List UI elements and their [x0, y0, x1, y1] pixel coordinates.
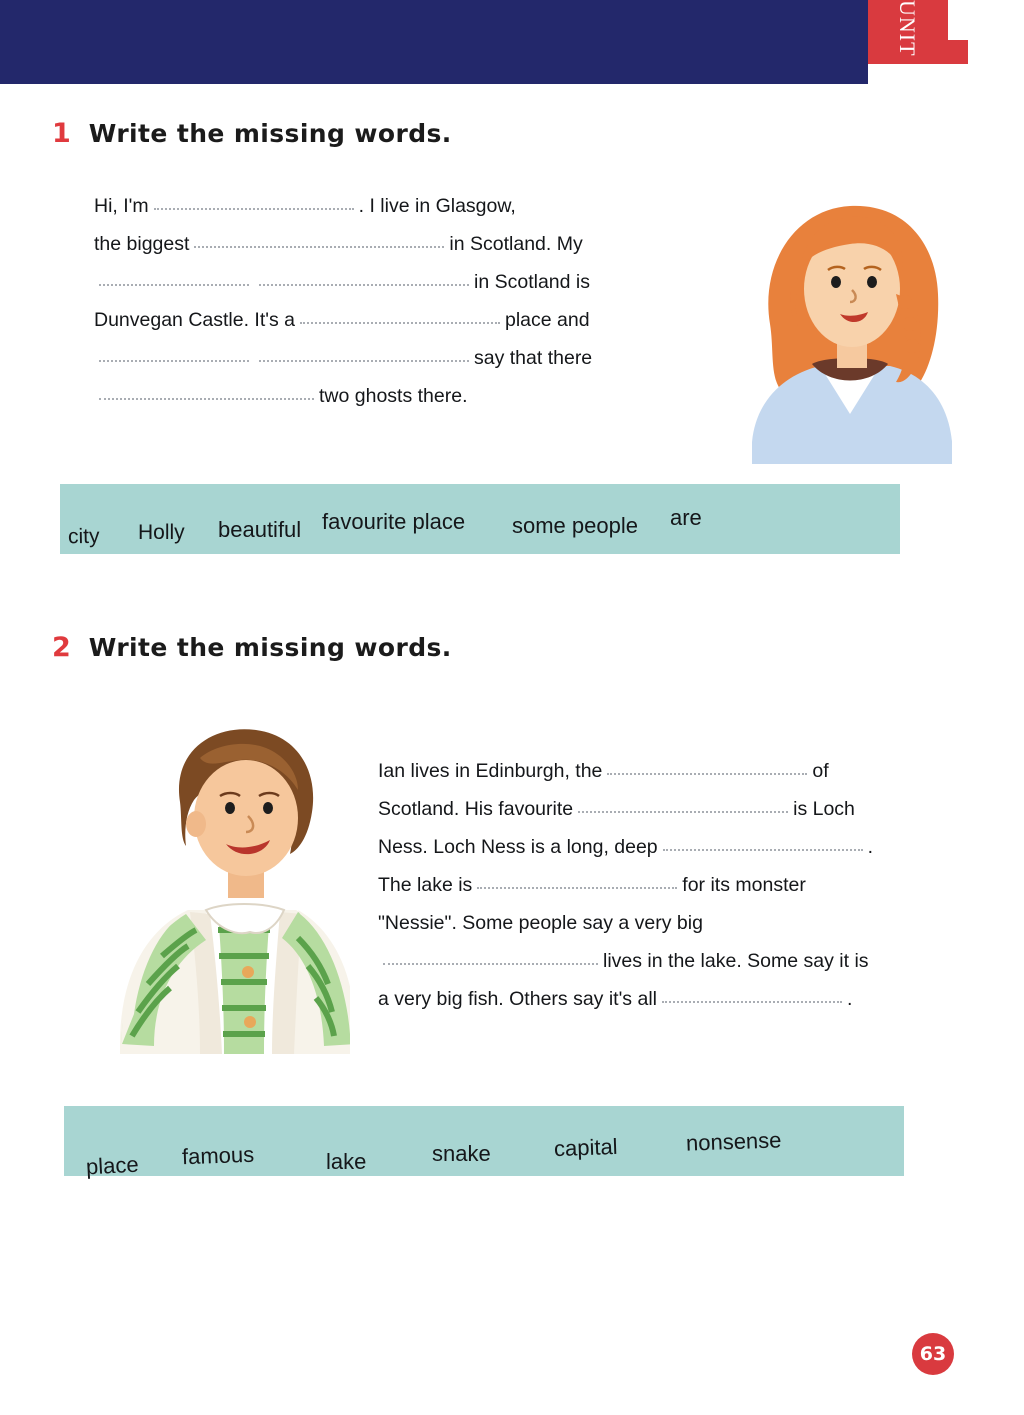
exercise-2-title: Write the missing words.: [88, 633, 452, 662]
exercise-2-text[interactable]: [378, 752, 958, 1018]
exercise-1-wordbank: [60, 484, 900, 554]
text-run: The lake is: [378, 874, 473, 896]
wordbank-word[interactable]: snake: [432, 1141, 491, 1166]
exercise-2-wordbank: [64, 1106, 904, 1180]
worksheet-sheet: [0, 84, 968, 1384]
exercise-1-heading: [52, 118, 932, 149]
exercise-2-heading: [52, 632, 932, 663]
answer-blank[interactable]: [259, 264, 469, 286]
text-run: Ian lives in Edinburgh, the: [378, 760, 603, 782]
page-header-band: [0, 0, 868, 84]
wordbank-word[interactable]: beautiful: [218, 517, 302, 542]
answer-blank[interactable]: [194, 226, 444, 248]
answer-blank[interactable]: [607, 753, 807, 775]
answer-blank[interactable]: [154, 188, 354, 210]
text-run: place and: [505, 309, 590, 331]
answer-blank[interactable]: [662, 981, 842, 1003]
wordbank-word[interactable]: city: [67, 524, 100, 549]
text-line: [94, 377, 714, 415]
answer-blank[interactable]: [259, 340, 469, 362]
text-run: two ghosts there.: [319, 385, 468, 407]
text-line: [378, 942, 958, 980]
text-run: .: [847, 988, 853, 1010]
exercise-2: [52, 632, 932, 663]
wordbank-word[interactable]: capital: [553, 1133, 618, 1162]
wordbank-word[interactable]: lake: [326, 1149, 367, 1174]
text-run: of: [812, 760, 829, 782]
boy-character-illustration: [60, 704, 350, 1054]
text-run: Hi, I'm: [94, 195, 149, 217]
page-right-margin: [968, 0, 1024, 1415]
answer-blank[interactable]: [99, 340, 249, 362]
text-run: for its monster: [682, 874, 806, 896]
text-run: a very big fish. Others say it's all: [378, 988, 657, 1010]
page-bottom-margin: [0, 1385, 1024, 1415]
page-number: 63: [912, 1333, 954, 1375]
text-line: [378, 980, 958, 1018]
text-run: Ness. Loch Ness is a long, deep: [378, 836, 658, 858]
exercise-1-number: 1: [52, 118, 71, 149]
text-run: .: [867, 836, 874, 858]
wordbank-word[interactable]: Holly: [138, 521, 185, 544]
text-line: [378, 828, 958, 866]
text-run: say that there: [474, 347, 593, 369]
text-run: Scotland. His favourite: [378, 798, 574, 820]
answer-blank[interactable]: [477, 867, 677, 889]
text-line: [378, 790, 958, 828]
text-line: [378, 866, 958, 904]
answer-blank[interactable]: [99, 264, 249, 286]
exercise-2-number: 2: [52, 632, 71, 663]
answer-blank[interactable]: [99, 378, 314, 400]
text-line: [94, 225, 714, 263]
wordbank-word[interactable]: nonsense: [685, 1127, 782, 1156]
exercise-1-title: Write the missing words.: [88, 119, 452, 148]
text-line: [94, 301, 714, 339]
wordbank-word[interactable]: some people: [512, 513, 638, 538]
girl-character-illustration: [700, 174, 970, 464]
answer-blank[interactable]: [663, 829, 863, 851]
text-run: "Nessie". Some people say a very big: [378, 912, 703, 934]
answer-blank[interactable]: [578, 791, 788, 813]
wordbank-word[interactable]: are: [670, 505, 702, 530]
wordbank-word[interactable]: place: [85, 1151, 140, 1180]
text-run: is Loch: [793, 798, 855, 820]
text-run: the biggest: [94, 233, 190, 255]
text-line: [378, 752, 958, 790]
text-line: [94, 187, 714, 225]
text-run: Dunvegan Castle. It's a: [94, 309, 295, 331]
answer-blank[interactable]: [383, 943, 598, 965]
text-run: in Scotland is: [474, 271, 590, 293]
wordbank-word[interactable]: favourite place: [322, 509, 466, 534]
text-run: . I live in Glasgow,: [358, 195, 516, 217]
unit-tab-label: UNIT: [895, 0, 920, 57]
unit-tab-notch: [948, 0, 968, 40]
text-line: [94, 263, 714, 301]
text-run: lives in the lake. Some say it is: [603, 950, 869, 972]
text-run: in Scotland. My: [449, 233, 583, 255]
exercise-1-text[interactable]: [94, 187, 714, 415]
text-line: [94, 339, 714, 377]
text-line: [378, 904, 958, 942]
answer-blank[interactable]: [300, 302, 500, 324]
wordbank-word[interactable]: famous: [181, 1141, 255, 1170]
